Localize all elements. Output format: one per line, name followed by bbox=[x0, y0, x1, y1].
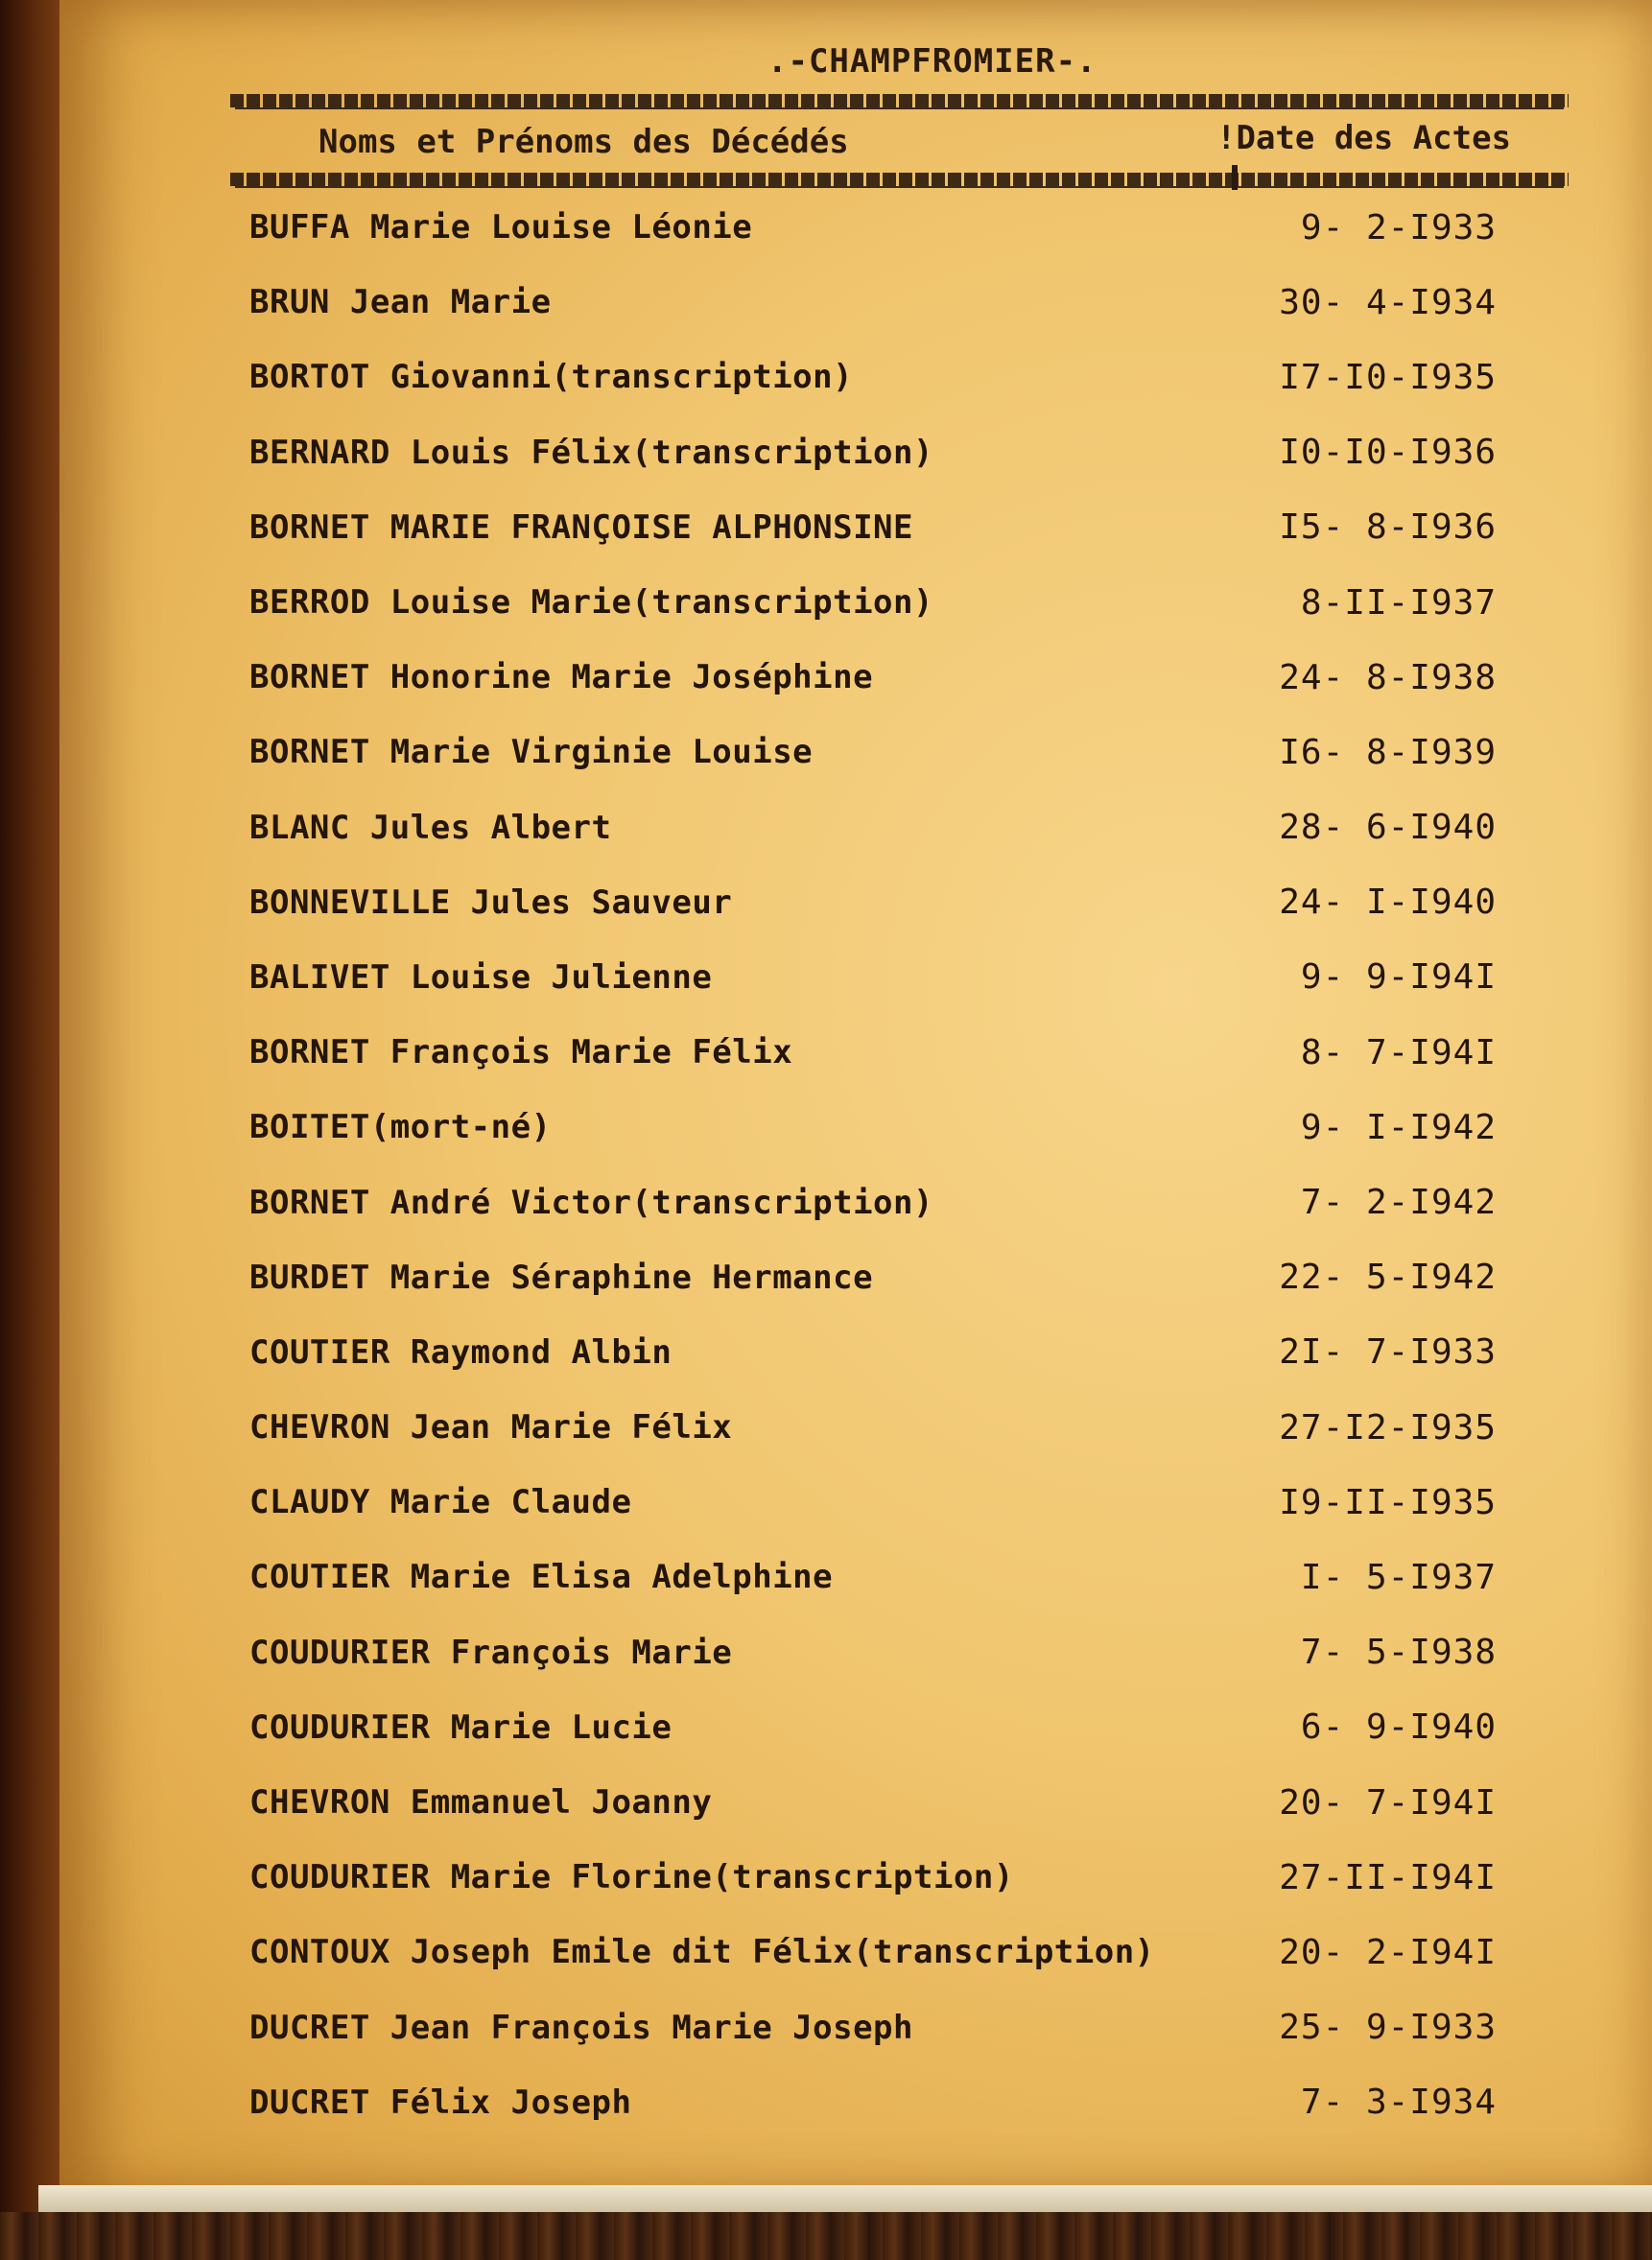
entry-name: BORNET MARIE FRANÇOISE ALPHONSINE bbox=[249, 507, 914, 547]
column-separator bbox=[1232, 165, 1238, 190]
entry-name: BLANC Jules Albert bbox=[249, 808, 612, 847]
list-item bbox=[230, 940, 1506, 1015]
entry-name: BORNET Marie Virginie Louise bbox=[249, 733, 814, 772]
entry-date: 7- 2-I942 bbox=[1300, 1183, 1497, 1223]
entry-date: 27-I2-I935 bbox=[1279, 1407, 1497, 1448]
entry-name: BORNET François Marie Félix bbox=[249, 1033, 793, 1072]
entry-name: BORNET André Victor(transcription) bbox=[249, 1183, 933, 1222]
list-item bbox=[230, 790, 1506, 865]
entry-date: I0-I0-I936 bbox=[1279, 433, 1497, 473]
list-item bbox=[230, 265, 1506, 340]
entry-date: 27-II-I94I bbox=[1279, 1857, 1497, 1897]
list-item bbox=[230, 340, 1506, 414]
entry-name: DUCRET Jean François Marie Joseph bbox=[249, 2008, 914, 2047]
list-item bbox=[230, 865, 1506, 940]
list-item bbox=[230, 415, 1506, 490]
entry-name: CHEVRON Emmanuel Joanny bbox=[249, 1783, 713, 1823]
entry-date: 24- I-I940 bbox=[1279, 883, 1497, 923]
background-surface bbox=[0, 2212, 1652, 2260]
list-item bbox=[230, 1090, 1506, 1165]
header-names: Noms et Prénoms des Décédés bbox=[319, 123, 849, 161]
list-item bbox=[230, 1765, 1506, 1840]
entry-date: 9- 2-I933 bbox=[1300, 207, 1497, 247]
entry-name: BORNET Honorine Marie Joséphine bbox=[249, 658, 874, 697]
page-title: .-CHAMPFROMIER-. bbox=[767, 42, 1097, 81]
list-item bbox=[230, 1390, 1506, 1465]
list-item bbox=[230, 1615, 1506, 1690]
entry-name: CLAUDY Marie Claude bbox=[249, 1483, 632, 1522]
list-item bbox=[230, 640, 1506, 715]
list-item bbox=[230, 1240, 1506, 1315]
death-record-list bbox=[230, 190, 1506, 2140]
header-rule bbox=[230, 173, 1569, 186]
entry-date: 20- 2-I94I bbox=[1279, 1932, 1497, 1972]
entry-date: 8- 7-I94I bbox=[1300, 1032, 1497, 1072]
list-item bbox=[230, 1315, 1506, 1390]
list-item bbox=[230, 715, 1506, 789]
entry-name: BERNARD Louis Félix(transcription) bbox=[249, 433, 933, 472]
entry-date: 28- 6-I940 bbox=[1279, 808, 1497, 848]
list-item bbox=[230, 490, 1506, 565]
list-item bbox=[230, 1840, 1506, 1915]
entry-name: COUDURIER François Marie bbox=[249, 1633, 733, 1672]
entry-date: 6- 9-I940 bbox=[1300, 1707, 1497, 1748]
entry-name: BURDET Marie Séraphine Hermance bbox=[249, 1258, 874, 1297]
header-dates: !Date des Actes bbox=[1216, 119, 1512, 157]
list-item bbox=[230, 2065, 1506, 2140]
list-item bbox=[230, 1015, 1506, 1090]
entry-date: 24- 8-I938 bbox=[1279, 657, 1497, 697]
entry-name: CONTOUX Joseph Emile dit Félix(transcription) bbox=[249, 1933, 1155, 1972]
top-rule bbox=[230, 94, 1569, 107]
list-item bbox=[230, 1690, 1506, 1765]
entry-date: 8-II-I937 bbox=[1300, 582, 1497, 623]
list-item bbox=[230, 1990, 1506, 2065]
entry-name: COUTIER Raymond Albin bbox=[249, 1332, 673, 1372]
entry-name: BUFFA Marie Louise Léonie bbox=[249, 208, 753, 247]
list-item bbox=[230, 1465, 1506, 1540]
entry-date: 20- 7-I94I bbox=[1279, 1782, 1497, 1823]
list-item bbox=[230, 565, 1506, 640]
entry-date: 7- 3-I934 bbox=[1300, 2083, 1497, 2123]
entry-name: BONNEVILLE Jules Sauveur bbox=[249, 883, 733, 922]
entry-date: I5- 8-I936 bbox=[1279, 507, 1497, 548]
entry-date: I- 5-I937 bbox=[1300, 1557, 1497, 1597]
entry-name: COUTIER Marie Elisa Adelphine bbox=[249, 1558, 834, 1597]
list-item bbox=[230, 1915, 1506, 1989]
entry-date: 22- 5-I942 bbox=[1279, 1258, 1497, 1298]
entry-name: DUCRET Félix Joseph bbox=[249, 2083, 632, 2122]
entry-name: BALIVET Louise Julienne bbox=[249, 957, 713, 997]
list-item bbox=[230, 1165, 1506, 1239]
list-item bbox=[230, 190, 1506, 265]
entry-date: 2I- 7-I933 bbox=[1279, 1332, 1497, 1373]
entry-name: BORTOT Giovanni(transcription) bbox=[249, 358, 854, 397]
entry-name: BOITET(mort-né) bbox=[249, 1108, 552, 1147]
entry-name: COUDURIER Marie Florine(transcription) bbox=[249, 1858, 1014, 1897]
entry-name: CHEVRON Jean Marie Félix bbox=[249, 1408, 733, 1448]
entry-date: I7-I0-I935 bbox=[1279, 357, 1497, 397]
entry-date: I6- 8-I939 bbox=[1279, 732, 1497, 772]
entry-name: BERROD Louise Marie(transcription) bbox=[249, 583, 933, 623]
entry-date: I9-II-I935 bbox=[1279, 1482, 1497, 1522]
entry-date: 9- 9-I94I bbox=[1300, 957, 1497, 998]
entry-name: COUDURIER Marie Lucie bbox=[249, 1707, 673, 1747]
entry-date: 9- I-I942 bbox=[1300, 1107, 1497, 1147]
entry-date: 30- 4-I934 bbox=[1279, 282, 1497, 322]
page-bottom-edge bbox=[38, 2185, 1652, 2212]
list-item bbox=[230, 1540, 1506, 1614]
entry-name: BRUN Jean Marie bbox=[249, 283, 552, 322]
entry-date: 25- 9-I933 bbox=[1279, 2008, 1497, 2048]
entry-date: 7- 5-I938 bbox=[1300, 1633, 1497, 1673]
